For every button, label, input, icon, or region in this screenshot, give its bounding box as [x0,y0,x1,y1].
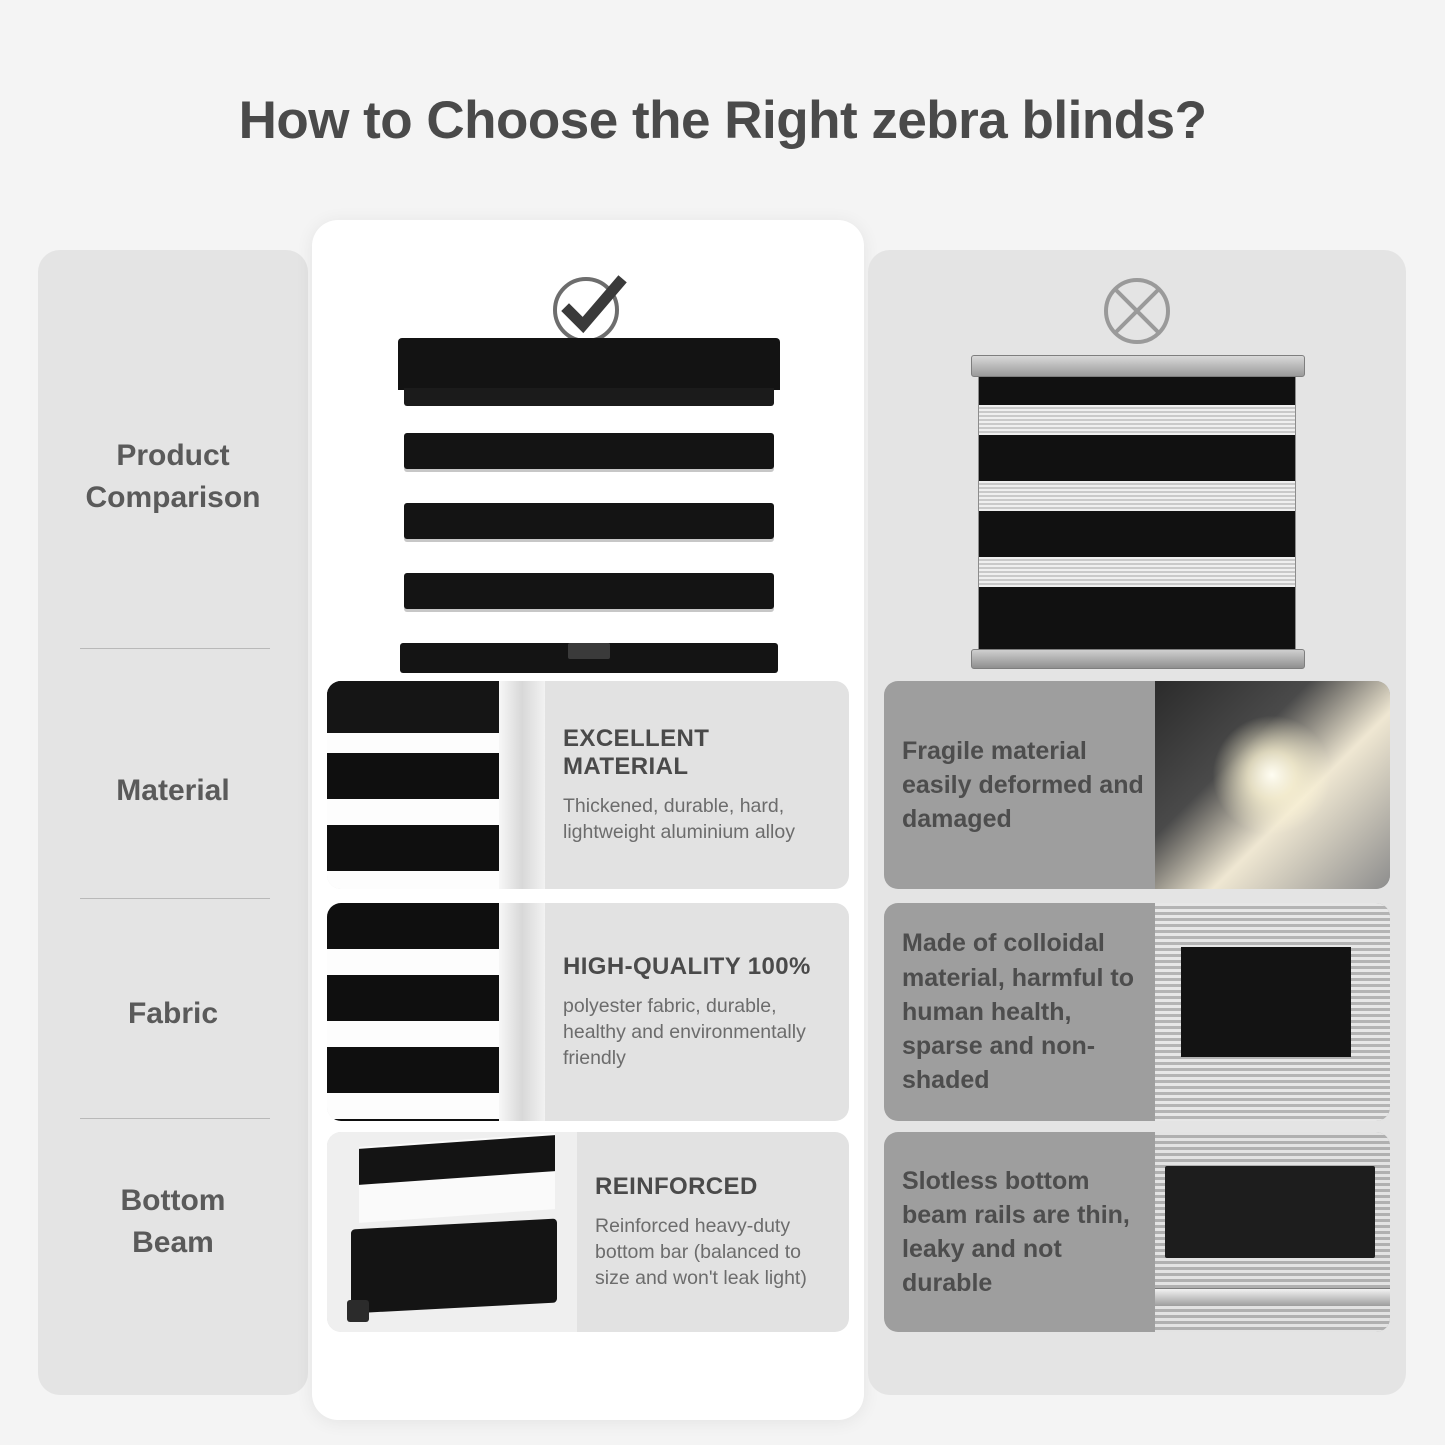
good-card-material-image [327,681,545,889]
bad-blind-sheer-band [979,557,1295,587]
good-card-fabric-image [327,903,545,1121]
row-label-column [38,250,308,1395]
good-hero-blind-image [390,338,788,673]
good-card-bottom-beam [327,1132,849,1332]
reinforced-bottom-bar [351,1219,557,1314]
page-title: How to Choose the Right zebra blinds? [238,91,1207,150]
row-divider-1 [80,648,270,649]
good-blind-slat [404,433,774,469]
blind-dark-band [1165,1166,1375,1258]
good-blind-pull-tab [568,643,610,659]
row-label-bottom-beam-line1: Bottom [120,1184,226,1217]
row-divider-2 [80,898,270,899]
zebra-fabric-swatch [327,903,502,1121]
bad-card-material-image [1155,681,1390,889]
row-label-product-comparison [38,435,308,519]
bad-card-material [884,681,1390,889]
good-blind-slat [404,503,774,539]
row-label-fabric: Fabric [127,997,219,1030]
bottom-bar-end-cap [347,1300,369,1322]
row-label-bottom-beam-line2: Beam [132,1226,214,1259]
bad-card-fabric-image [1155,903,1390,1121]
bad-card-fabric [884,903,1390,1121]
good-blind-slat [404,573,774,609]
sheer-blind-panel [1181,947,1351,1057]
thin-bottom-rail [1155,1288,1390,1306]
bad-hero-blind-image [978,368,1296,656]
good-card-bottom-beam-image [327,1132,577,1332]
good-card-bottom-beam-heading: REINFORCED [595,1172,758,1200]
good-card-fabric-body: polyester fabric, durable, healthy and environmentally friendly [563,994,806,1070]
window-frame [499,681,545,889]
bad-card-bottom-beam-heading: Slotless bottom beam rails are thin, leaky and not durable [902,1166,1130,1298]
good-card-material-heading: EXCELLENT MATERIAL [563,724,710,780]
row-label-material: Material [116,774,230,807]
row-label-product-comparison-line1: Product [116,439,230,472]
good-card-material-body: Thickened, durable, hard, lightweight aluminium alloy [563,794,795,843]
bad-card-bottom-beam-image [1155,1132,1390,1332]
bad-card-material-heading: Fragile material easily deformed and damaged [902,736,1144,834]
window-frame [499,903,545,1121]
good-card-material [327,681,849,889]
bad-blind-sheer-band [979,405,1295,435]
sun-glare [1212,715,1332,835]
good-card-fabric [327,903,849,1121]
good-card-bottom-beam-body: Reinforced heavy-duty bottom bar (balanced to size and won't leak light) [595,1214,807,1290]
bad-blind-bottom-rail [971,649,1305,669]
zebra-fabric-swatch [327,681,502,889]
cross-mark-icon [1094,268,1180,354]
bad-card-bottom-beam [884,1132,1390,1332]
bad-blind-top-rail [971,355,1305,377]
row-divider-3 [80,1118,270,1119]
row-label-bottom-beam [38,1180,308,1264]
row-label-product-comparison-line2: Comparison [85,481,261,514]
bad-card-fabric-heading: Made of colloidal material, harmful to human health, sparse and non-shaded [902,929,1134,1095]
good-blind-headrail [398,338,780,390]
bad-blind-sheer-band [979,481,1295,511]
good-card-fabric-heading: HIGH-QUALITY 100% [563,952,811,980]
